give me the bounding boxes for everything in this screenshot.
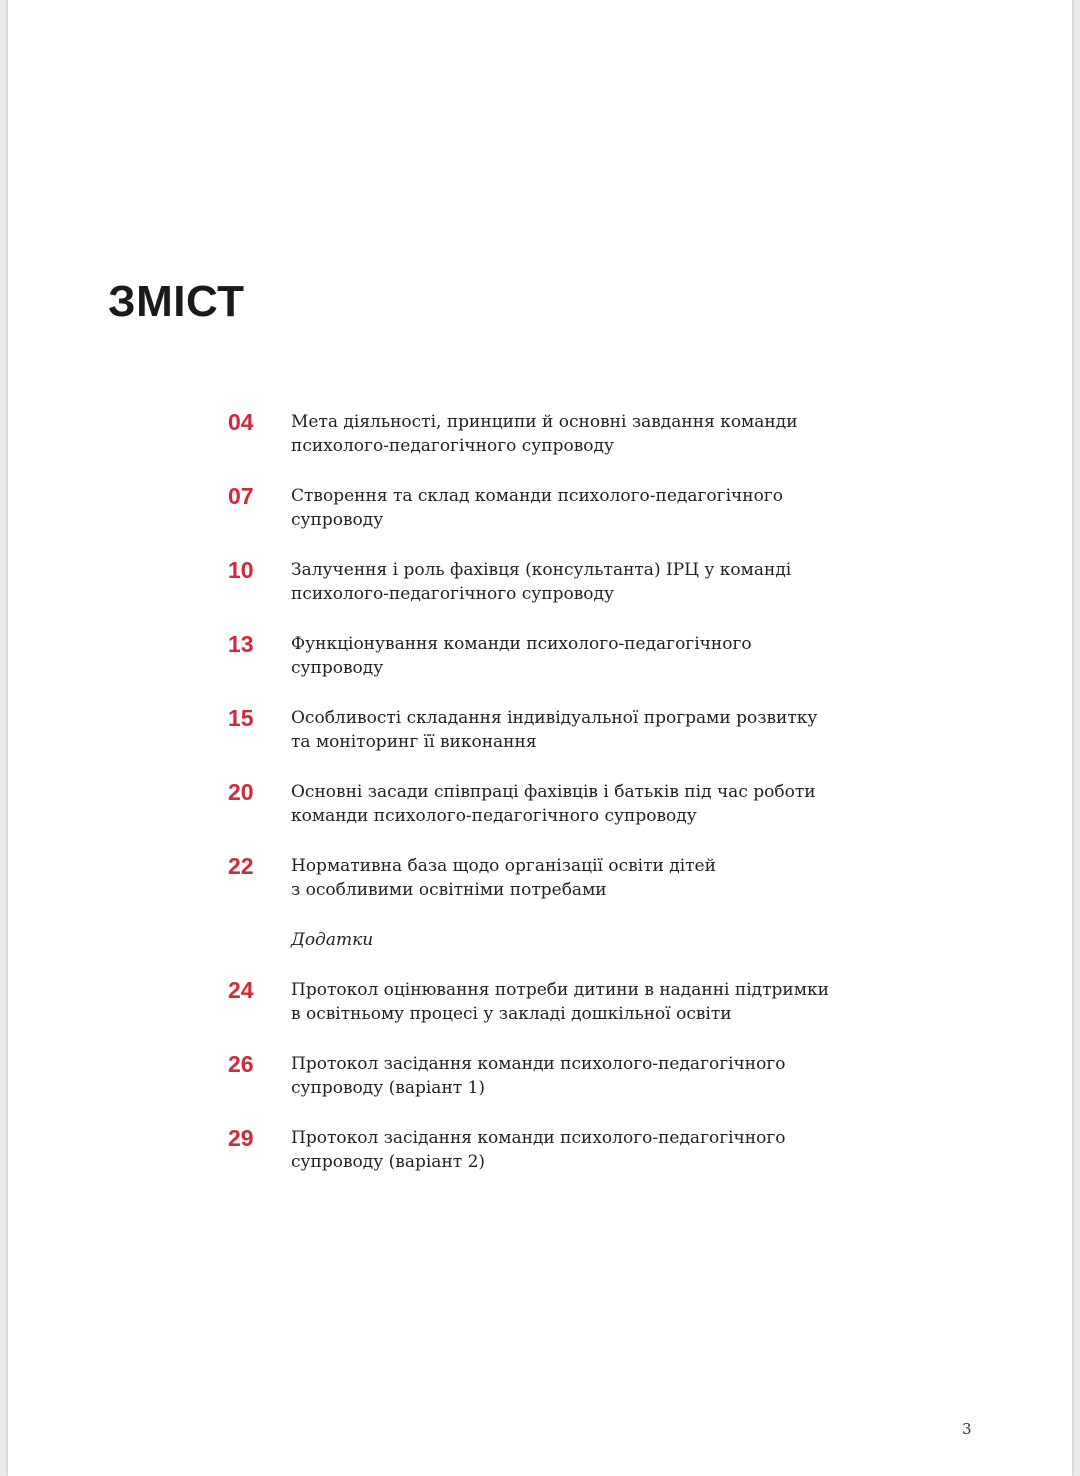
toc-page-number: 13 xyxy=(228,631,254,657)
toc-page-number: 04 xyxy=(228,409,254,435)
toc-entry[interactable] xyxy=(228,780,868,828)
toc-page-number: 15 xyxy=(228,705,254,731)
toc-entry-title: Особливості складання індивідуальної програми розвитку та моніторинг її виконання xyxy=(291,708,818,752)
table-of-contents xyxy=(228,410,868,1174)
toc-page-number: 10 xyxy=(228,557,254,583)
toc-entry[interactable] xyxy=(228,1126,868,1174)
toc-entry[interactable] xyxy=(228,484,868,532)
toc-entry-title: Створення та склад команди психолого-педагогічного супроводу xyxy=(291,486,783,530)
toc-page-number: 29 xyxy=(228,1125,254,1151)
toc-entry[interactable] xyxy=(228,558,868,606)
toc-entry-title: Функціонування команди психолого-педагогічного супроводу xyxy=(291,634,752,678)
toc-entry[interactable] xyxy=(228,632,868,680)
toc-entry-title: Мета діяльності, принципи й основні завдання команди психолого-педагогічного супроводу xyxy=(291,412,798,456)
toc-entry[interactable] xyxy=(228,706,868,754)
toc-entry-title: Залучення і роль фахівця (консультанта) ІРЦ у команді психолого-педагогічного супроводу xyxy=(291,560,792,604)
toc-page-number: 22 xyxy=(228,853,254,879)
toc-page-number: 26 xyxy=(228,1051,254,1077)
toc-entry[interactable] xyxy=(228,978,868,1026)
toc-entry-title: Протокол оцінювання потреби дитини в наданні підтримки в освітньому процесі у закладі дошкільної освіти xyxy=(291,980,829,1024)
toc-entry[interactable] xyxy=(228,410,868,458)
toc-page-number: 07 xyxy=(228,483,254,509)
toc-entry[interactable] xyxy=(228,1052,868,1100)
document-page xyxy=(8,0,1072,1476)
toc-entry-title: Протокол засідання команди психолого-педагогічного супроводу (варіант 2) xyxy=(291,1128,786,1172)
toc-entry-title: Нормативна база щодо організації освіти дітей з особливими освітніми потребами xyxy=(291,856,716,900)
appendix-heading: Додатки xyxy=(291,930,374,950)
page-title: ЗМІСТ xyxy=(108,277,245,326)
page-number: 3 xyxy=(962,1420,972,1438)
toc-page-number: 24 xyxy=(228,977,254,1003)
toc-entry[interactable] xyxy=(228,854,868,902)
toc-entry-title: Протокол засідання команди психолого-педагогічного супроводу (варіант 1) xyxy=(291,1054,786,1098)
toc-page-number: 20 xyxy=(228,779,254,805)
toc-entry-title: Основні засади співпраці фахівців і батьків під час роботи команди психолого-педагогічного супроводу xyxy=(291,782,816,826)
